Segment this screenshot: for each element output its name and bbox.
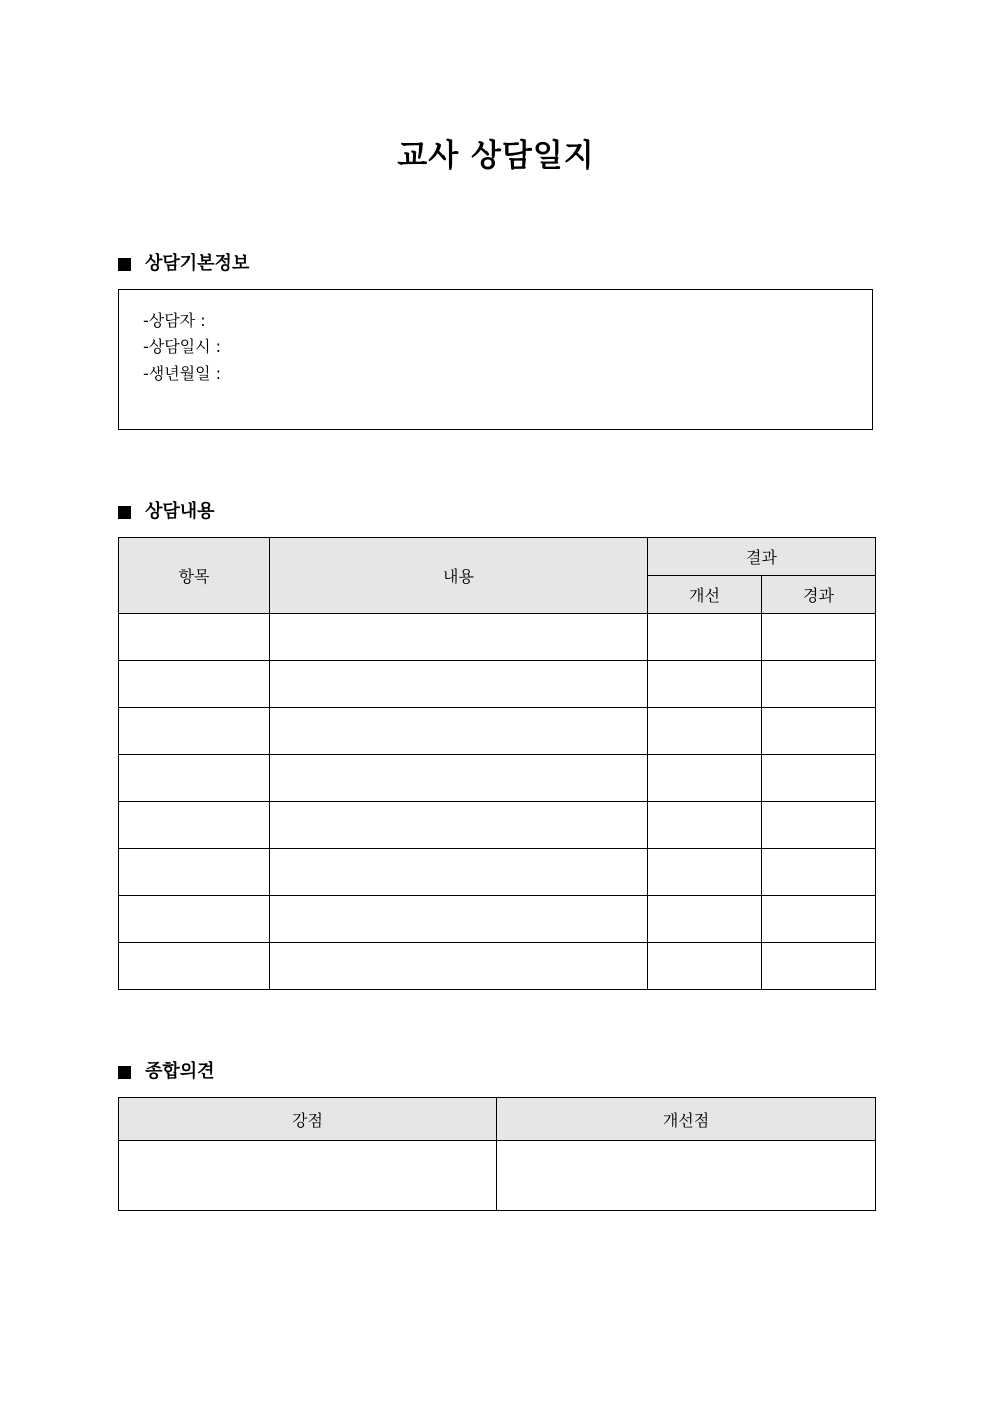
column-header-improvement: 개선 — [648, 576, 762, 614]
column-header-content: 내용 — [270, 538, 648, 614]
content-cell[interactable] — [270, 708, 648, 755]
improvement-cell[interactable] — [648, 896, 762, 943]
content-cell[interactable] — [270, 661, 648, 708]
section-heading-overall-opinion — [118, 1060, 215, 1084]
progress-cell[interactable] — [762, 849, 876, 896]
strengths-cell[interactable] — [119, 1141, 497, 1211]
improvements-cell[interactable] — [497, 1141, 876, 1211]
table-row — [119, 802, 876, 849]
item-cell[interactable] — [119, 755, 270, 802]
content-cell[interactable] — [270, 849, 648, 896]
table-row — [119, 849, 876, 896]
progress-cell[interactable] — [762, 614, 876, 661]
section-heading-counseling-content — [118, 500, 215, 524]
improvement-cell[interactable] — [648, 614, 762, 661]
column-header-improvements: 개선점 — [497, 1098, 876, 1141]
column-header-result: 결과 — [648, 538, 876, 576]
basic-info-box — [118, 289, 873, 430]
item-cell[interactable] — [119, 661, 270, 708]
section-title: 종합의견 — [145, 1061, 215, 1082]
item-cell[interactable] — [119, 802, 270, 849]
progress-cell[interactable] — [762, 708, 876, 755]
section-title: 상담기본정보 — [145, 253, 250, 274]
overall-opinion-table — [118, 1097, 876, 1211]
table-row — [119, 661, 876, 708]
content-cell[interactable] — [270, 896, 648, 943]
counseling-date-field-label: -상담일시 : — [143, 337, 222, 356]
item-cell[interactable] — [119, 614, 270, 661]
section-title: 상담내용 — [145, 501, 215, 522]
content-cell[interactable] — [270, 755, 648, 802]
section-heading-basic-info — [118, 252, 249, 276]
square-bullet-icon — [118, 258, 131, 271]
item-cell[interactable] — [119, 708, 270, 755]
table-row — [119, 943, 876, 990]
square-bullet-icon — [118, 1066, 131, 1079]
progress-cell[interactable] — [762, 896, 876, 943]
improvement-cell[interactable] — [648, 708, 762, 755]
content-cell[interactable] — [270, 943, 648, 990]
progress-cell[interactable] — [762, 661, 876, 708]
table-row — [119, 614, 876, 661]
item-cell[interactable] — [119, 943, 270, 990]
column-header-item: 항목 — [119, 538, 270, 614]
table-row — [119, 896, 876, 943]
counseling-content-table — [118, 537, 876, 990]
improvement-cell[interactable] — [648, 755, 762, 802]
table-row — [119, 755, 876, 802]
improvement-cell[interactable] — [648, 802, 762, 849]
improvement-cell[interactable] — [648, 661, 762, 708]
table-row — [119, 1141, 876, 1211]
content-cell[interactable] — [270, 802, 648, 849]
birth-date-field-label: -생년월일 : — [143, 364, 222, 383]
improvement-cell[interactable] — [648, 943, 762, 990]
page-title: 교사 상담일지 — [397, 138, 595, 174]
progress-cell[interactable] — [762, 802, 876, 849]
column-header-strengths: 강점 — [119, 1098, 497, 1141]
progress-cell[interactable] — [762, 943, 876, 990]
item-cell[interactable] — [119, 896, 270, 943]
column-header-progress: 경과 — [762, 576, 876, 614]
square-bullet-icon — [118, 506, 131, 519]
item-cell[interactable] — [119, 849, 270, 896]
content-cell[interactable] — [270, 614, 648, 661]
table-row — [119, 708, 876, 755]
progress-cell[interactable] — [762, 755, 876, 802]
counselor-field-label: -상담자 : — [143, 311, 206, 330]
improvement-cell[interactable] — [648, 849, 762, 896]
